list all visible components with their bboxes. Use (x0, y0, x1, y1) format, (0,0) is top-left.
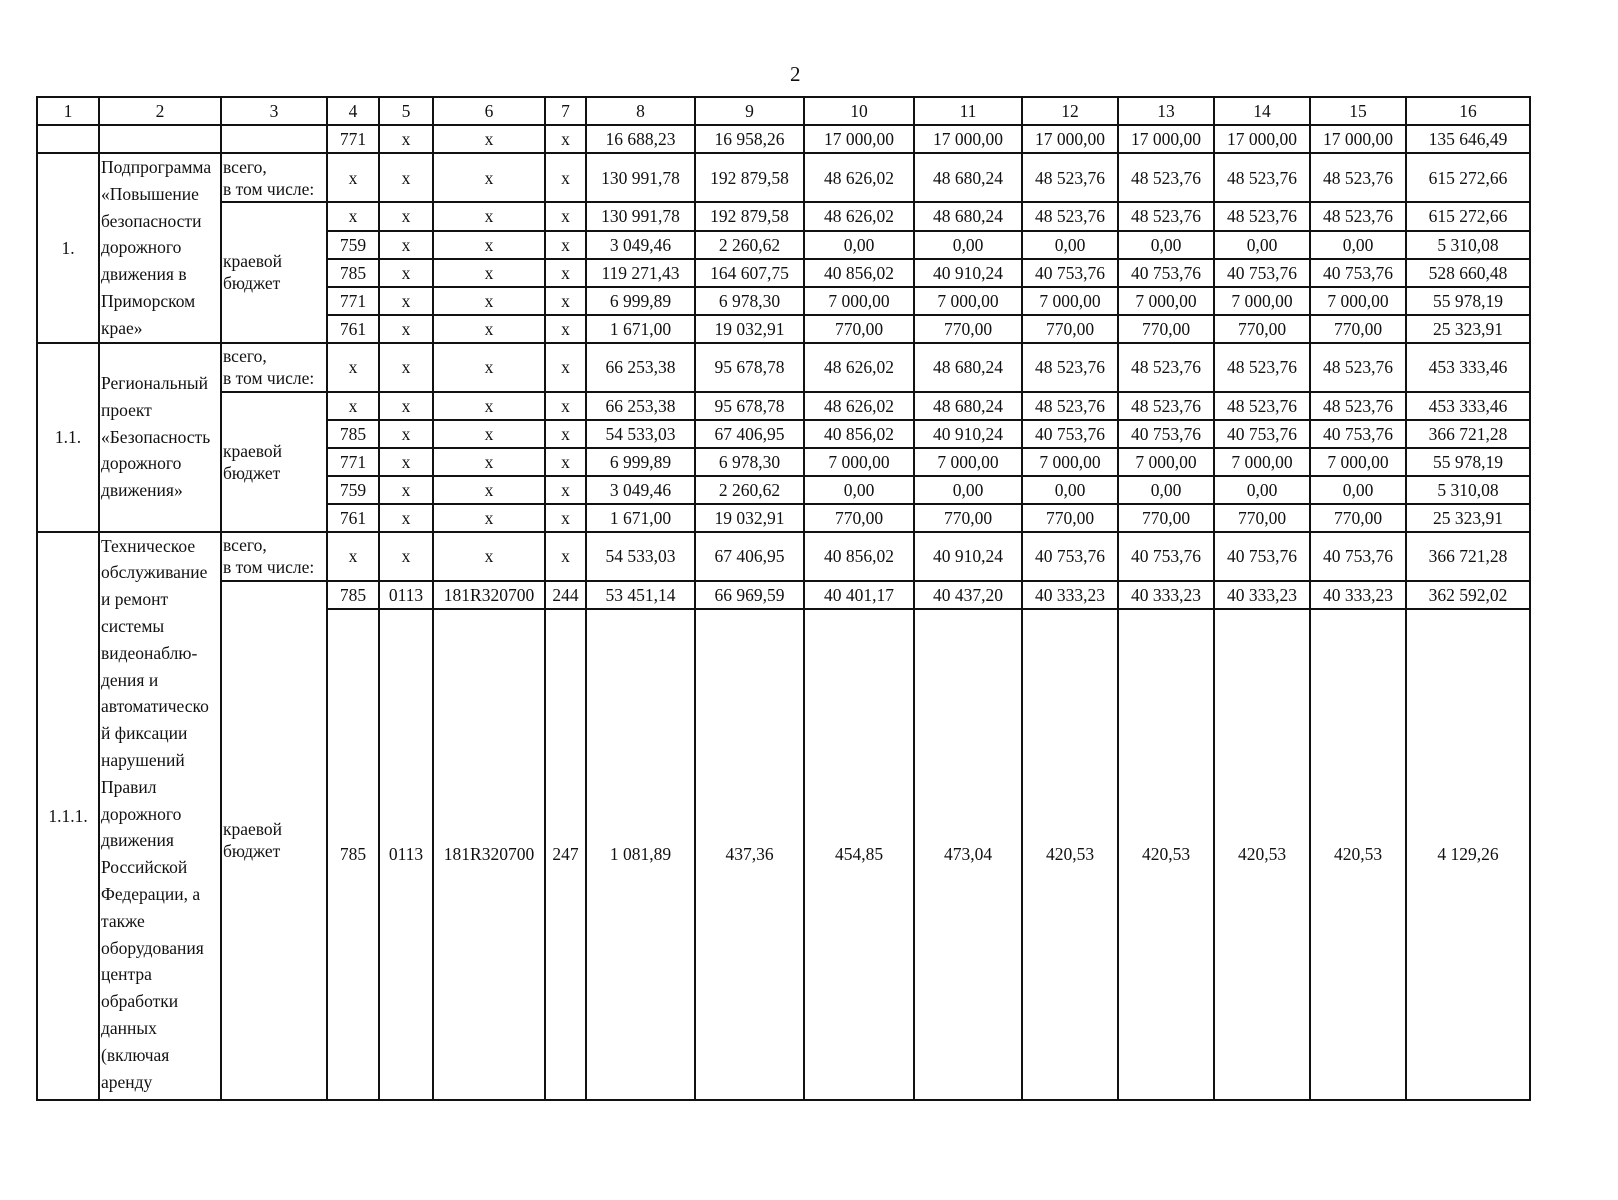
value-cell: x (545, 153, 586, 202)
value-cell: 4 129,26 (1406, 609, 1530, 1100)
value-cell: 40 753,76 (1022, 259, 1118, 287)
value-cell: 40 856,02 (804, 532, 914, 581)
value-cell: 48 680,24 (914, 392, 1022, 420)
item-name: Техническое обслуживание и ремонт системы видеонаблю-дения и автоматическо й фиксации нарушений Правил дорожного движения Российской Федерации, а также оборудования центра обработки данных (включая аренду (99, 532, 221, 1100)
value-cell: 0113 (379, 609, 433, 1100)
funding-source-total: всего, в том числе: (221, 153, 327, 202)
value-cell: 181R320700 (433, 609, 545, 1100)
value-cell: 7 000,00 (1214, 448, 1310, 476)
column-number-header: 5 (379, 97, 433, 125)
value-cell: 454,85 (804, 609, 914, 1100)
value-cell: 1 671,00 (586, 504, 695, 532)
value-cell: 3 049,46 (586, 476, 695, 504)
value-cell: 48 523,76 (1214, 343, 1310, 392)
value-cell: 67 406,95 (695, 420, 804, 448)
value-cell: 19 032,91 (695, 504, 804, 532)
value-cell: 40 753,76 (1022, 532, 1118, 581)
value-cell: 7 000,00 (914, 448, 1022, 476)
value-cell: x (433, 420, 545, 448)
value-cell: 528 660,48 (1406, 259, 1530, 287)
value-cell: x (433, 153, 545, 202)
value-cell: 420,53 (1310, 609, 1406, 1100)
value-cell: 7 000,00 (1214, 287, 1310, 315)
column-number-row (37, 97, 1530, 125)
value-cell: x (545, 392, 586, 420)
value-cell: 66 253,38 (586, 343, 695, 392)
value-cell: 48 523,76 (1118, 343, 1214, 392)
value-cell: 40 753,76 (1310, 259, 1406, 287)
value-cell: 16 688,23 (586, 125, 695, 153)
value-cell: 48 523,76 (1118, 153, 1214, 202)
funding-source-total: всего, в том числе: (221, 532, 327, 581)
value-cell: 2 260,62 (695, 231, 804, 259)
value-cell: 40 753,76 (1310, 532, 1406, 581)
value-cell: 48 680,24 (914, 343, 1022, 392)
value-cell: 119 271,43 (586, 259, 695, 287)
value-cell: 55 978,19 (1406, 448, 1530, 476)
value-cell: 0,00 (914, 476, 1022, 504)
column-number-header: 2 (99, 97, 221, 125)
value-cell: 785 (327, 259, 379, 287)
value-cell: 130 991,78 (586, 153, 695, 202)
value-cell: x (327, 343, 379, 392)
column-number-header: 12 (1022, 97, 1118, 125)
value-cell: 40 910,24 (914, 532, 1022, 581)
value-cell: 473,04 (914, 609, 1022, 1100)
value-cell: x (545, 125, 586, 153)
value-cell: x (545, 202, 586, 231)
value-cell: 453 333,46 (1406, 392, 1530, 420)
value-cell: 366 721,28 (1406, 532, 1530, 581)
value-cell: 181R320700 (433, 581, 545, 609)
total-row (37, 153, 1530, 202)
value-cell: 48 523,76 (1118, 202, 1214, 231)
value-cell: x (379, 315, 433, 343)
column-number-header: 6 (433, 97, 545, 125)
value-cell: x (433, 476, 545, 504)
value-cell: 67 406,95 (695, 532, 804, 581)
value-cell: 0,00 (1022, 476, 1118, 504)
value-cell: x (545, 259, 586, 287)
column-number-header: 3 (221, 97, 327, 125)
value-cell: x (433, 231, 545, 259)
table-row (37, 392, 1530, 420)
value-cell: 16 958,26 (695, 125, 804, 153)
value-cell: 770,00 (1214, 504, 1310, 532)
value-cell: 770,00 (914, 315, 1022, 343)
value-cell: 17 000,00 (1022, 125, 1118, 153)
value-cell: 48 626,02 (804, 153, 914, 202)
value-cell: 40 753,76 (1118, 420, 1214, 448)
value-cell: 48 523,76 (1310, 202, 1406, 231)
value-cell: 3 049,46 (586, 231, 695, 259)
value-cell: 0113 (379, 581, 433, 609)
value-cell: 40 333,23 (1310, 581, 1406, 609)
value-cell: 770,00 (914, 504, 1022, 532)
funding-source-total: всего, в том числе: (221, 343, 327, 392)
funding-source-regional: краевой бюджет (221, 581, 327, 1100)
value-cell: 0,00 (1310, 476, 1406, 504)
value-cell: 48 523,76 (1310, 153, 1406, 202)
value-cell: 0,00 (1310, 231, 1406, 259)
value-cell: 95 678,78 (695, 392, 804, 420)
value-cell: 771 (327, 287, 379, 315)
value-cell: x (379, 476, 433, 504)
column-number-header: 15 (1310, 97, 1406, 125)
value-cell: x (433, 532, 545, 581)
value-cell: 17 000,00 (804, 125, 914, 153)
value-cell: 40 910,24 (914, 259, 1022, 287)
budget-table (36, 96, 1531, 1101)
value-cell: 48 523,76 (1022, 153, 1118, 202)
value-cell: 40 401,17 (804, 581, 914, 609)
value-cell: 17 000,00 (1118, 125, 1214, 153)
value-cell: 53 451,14 (586, 581, 695, 609)
value-cell: 40 910,24 (914, 420, 1022, 448)
value-cell: 420,53 (1214, 609, 1310, 1100)
value-cell: 40 753,76 (1214, 259, 1310, 287)
value-cell: 192 879,58 (695, 202, 804, 231)
empty-cell (221, 125, 327, 153)
value-cell: 2 260,62 (695, 476, 804, 504)
value-cell: 48 523,76 (1310, 392, 1406, 420)
value-cell: 40 333,23 (1214, 581, 1310, 609)
value-cell: x (545, 287, 586, 315)
item-number: 1.1.1. (37, 532, 99, 1100)
value-cell: 761 (327, 504, 379, 532)
value-cell: 770,00 (1310, 315, 1406, 343)
value-cell: 1 081,89 (586, 609, 695, 1100)
value-cell: 770,00 (1118, 504, 1214, 532)
value-cell: 761 (327, 315, 379, 343)
column-number-header: 14 (1214, 97, 1310, 125)
value-cell: 95 678,78 (695, 343, 804, 392)
value-cell: x (379, 448, 433, 476)
value-cell: 0,00 (1118, 231, 1214, 259)
value-cell: 771 (327, 125, 379, 153)
value-cell: 40 437,20 (914, 581, 1022, 609)
value-cell: 0,00 (1022, 231, 1118, 259)
value-cell: x (327, 153, 379, 202)
value-cell: 40 753,76 (1214, 420, 1310, 448)
value-cell: x (433, 448, 545, 476)
value-cell: 7 000,00 (1118, 287, 1214, 315)
value-cell: x (545, 476, 586, 504)
value-cell: 40 753,76 (1118, 259, 1214, 287)
value-cell: x (433, 202, 545, 231)
value-cell: x (545, 343, 586, 392)
value-cell: 40 753,76 (1310, 420, 1406, 448)
value-cell: 362 592,02 (1406, 581, 1530, 609)
value-cell: 66 253,38 (586, 392, 695, 420)
value-cell: x (545, 448, 586, 476)
funding-source-regional: краевой бюджет (221, 202, 327, 343)
value-cell: 40 333,23 (1022, 581, 1118, 609)
value-cell: x (433, 259, 545, 287)
value-cell: 453 333,46 (1406, 343, 1530, 392)
value-cell: x (379, 343, 433, 392)
value-cell: 66 969,59 (695, 581, 804, 609)
value-cell: 785 (327, 609, 379, 1100)
value-cell: 48 523,76 (1214, 392, 1310, 420)
value-cell: 48 680,24 (914, 202, 1022, 231)
total-row (37, 532, 1530, 581)
value-cell: 40 753,76 (1118, 532, 1214, 581)
value-cell: x (379, 202, 433, 231)
value-cell: x (433, 287, 545, 315)
column-number-header: 8 (586, 97, 695, 125)
value-cell: 48 523,76 (1022, 392, 1118, 420)
value-cell: x (379, 532, 433, 581)
value-cell: 615 272,66 (1406, 153, 1530, 202)
funding-source-regional: краевой бюджет (221, 392, 327, 532)
value-cell: x (545, 315, 586, 343)
value-cell: 770,00 (1022, 315, 1118, 343)
value-cell: 6 978,30 (695, 448, 804, 476)
column-number-header: 11 (914, 97, 1022, 125)
value-cell: x (545, 532, 586, 581)
value-cell: 7 000,00 (1022, 448, 1118, 476)
value-cell: 770,00 (804, 504, 914, 532)
column-number-header: 16 (1406, 97, 1530, 125)
value-cell: 247 (545, 609, 586, 1100)
value-cell: 130 991,78 (586, 202, 695, 231)
value-cell: 48 523,76 (1214, 202, 1310, 231)
value-cell: 1 671,00 (586, 315, 695, 343)
value-cell: 164 607,75 (695, 259, 804, 287)
column-number-header: 9 (695, 97, 804, 125)
value-cell: 770,00 (1022, 504, 1118, 532)
table-row (37, 581, 1530, 609)
value-cell: x (433, 315, 545, 343)
page-number: 2 (790, 62, 801, 86)
item-number: 1. (37, 153, 99, 343)
value-cell: 25 323,91 (1406, 504, 1530, 532)
empty-cell (99, 125, 221, 153)
value-cell: 615 272,66 (1406, 202, 1530, 231)
value-cell: 770,00 (1310, 504, 1406, 532)
value-cell: 40 753,76 (1214, 532, 1310, 581)
value-cell: 6 999,89 (586, 448, 695, 476)
value-cell: x (433, 125, 545, 153)
item-number: 1.1. (37, 343, 99, 532)
empty-cell (37, 125, 99, 153)
value-cell: 420,53 (1118, 609, 1214, 1100)
value-cell: x (379, 392, 433, 420)
value-cell: 0,00 (1214, 231, 1310, 259)
table-row (37, 202, 1530, 231)
value-cell: 785 (327, 420, 379, 448)
value-cell: 244 (545, 581, 586, 609)
value-cell: 40 333,23 (1118, 581, 1214, 609)
value-cell: 5 310,08 (1406, 231, 1530, 259)
value-cell: 420,53 (1022, 609, 1118, 1100)
value-cell: 0,00 (1214, 476, 1310, 504)
value-cell: 54 533,03 (586, 532, 695, 581)
value-cell: x (379, 420, 433, 448)
value-cell: 55 978,19 (1406, 287, 1530, 315)
value-cell: 0,00 (804, 231, 914, 259)
value-cell: 6 999,89 (586, 287, 695, 315)
value-cell: 366 721,28 (1406, 420, 1530, 448)
item-name: Подпрограмма «Повышение безопасности дорожного движения в Приморском крае» (99, 153, 221, 343)
value-cell: x (433, 392, 545, 420)
value-cell: 40 856,02 (804, 259, 914, 287)
value-cell: 54 533,03 (586, 420, 695, 448)
value-cell: x (545, 504, 586, 532)
value-cell: 19 032,91 (695, 315, 804, 343)
value-cell: 48 680,24 (914, 153, 1022, 202)
value-cell: 7 000,00 (1118, 448, 1214, 476)
value-cell: 7 000,00 (1310, 448, 1406, 476)
value-cell: 48 523,76 (1214, 153, 1310, 202)
column-number-header: 4 (327, 97, 379, 125)
value-cell: 7 000,00 (804, 448, 914, 476)
value-cell: x (379, 125, 433, 153)
value-cell: 7 000,00 (1310, 287, 1406, 315)
value-cell: 759 (327, 231, 379, 259)
value-cell: 0,00 (914, 231, 1022, 259)
value-cell: x (379, 153, 433, 202)
value-cell: 5 310,08 (1406, 476, 1530, 504)
table-row (37, 125, 1530, 153)
value-cell: 48 626,02 (804, 392, 914, 420)
value-cell: 759 (327, 476, 379, 504)
value-cell: 48 626,02 (804, 202, 914, 231)
value-cell: 0,00 (804, 476, 914, 504)
value-cell: 785 (327, 581, 379, 609)
value-cell: x (433, 504, 545, 532)
value-cell: x (327, 532, 379, 581)
table-body (37, 97, 1530, 1100)
value-cell: 770,00 (1118, 315, 1214, 343)
value-cell: x (379, 287, 433, 315)
value-cell: x (327, 202, 379, 231)
value-cell: 6 978,30 (695, 287, 804, 315)
value-cell: 770,00 (1214, 315, 1310, 343)
value-cell: 0,00 (1118, 476, 1214, 504)
item-name: Региональный проект «Безопасность дорожного движения» (99, 343, 221, 532)
value-cell: 7 000,00 (804, 287, 914, 315)
value-cell: 48 523,76 (1022, 202, 1118, 231)
value-cell: x (379, 231, 433, 259)
total-row (37, 343, 1530, 392)
value-cell: 25 323,91 (1406, 315, 1530, 343)
value-cell: x (433, 343, 545, 392)
value-cell: 48 523,76 (1022, 343, 1118, 392)
value-cell: 7 000,00 (1022, 287, 1118, 315)
column-number-header: 7 (545, 97, 586, 125)
value-cell: 7 000,00 (914, 287, 1022, 315)
value-cell: x (327, 392, 379, 420)
value-cell: x (379, 504, 433, 532)
value-cell: 771 (327, 448, 379, 476)
column-number-header: 1 (37, 97, 99, 125)
value-cell: x (379, 259, 433, 287)
value-cell: x (545, 420, 586, 448)
value-cell: 40 856,02 (804, 420, 914, 448)
value-cell: 17 000,00 (1214, 125, 1310, 153)
value-cell: 40 753,76 (1022, 420, 1118, 448)
value-cell: 192 879,58 (695, 153, 804, 202)
value-cell: 48 523,76 (1118, 392, 1214, 420)
value-cell: 135 646,49 (1406, 125, 1530, 153)
value-cell: 48 626,02 (804, 343, 914, 392)
value-cell: 48 523,76 (1310, 343, 1406, 392)
value-cell: 17 000,00 (1310, 125, 1406, 153)
value-cell: 770,00 (804, 315, 914, 343)
value-cell: 17 000,00 (914, 125, 1022, 153)
value-cell: x (545, 231, 586, 259)
column-number-header: 10 (804, 97, 914, 125)
column-number-header: 13 (1118, 97, 1214, 125)
value-cell: 437,36 (695, 609, 804, 1100)
